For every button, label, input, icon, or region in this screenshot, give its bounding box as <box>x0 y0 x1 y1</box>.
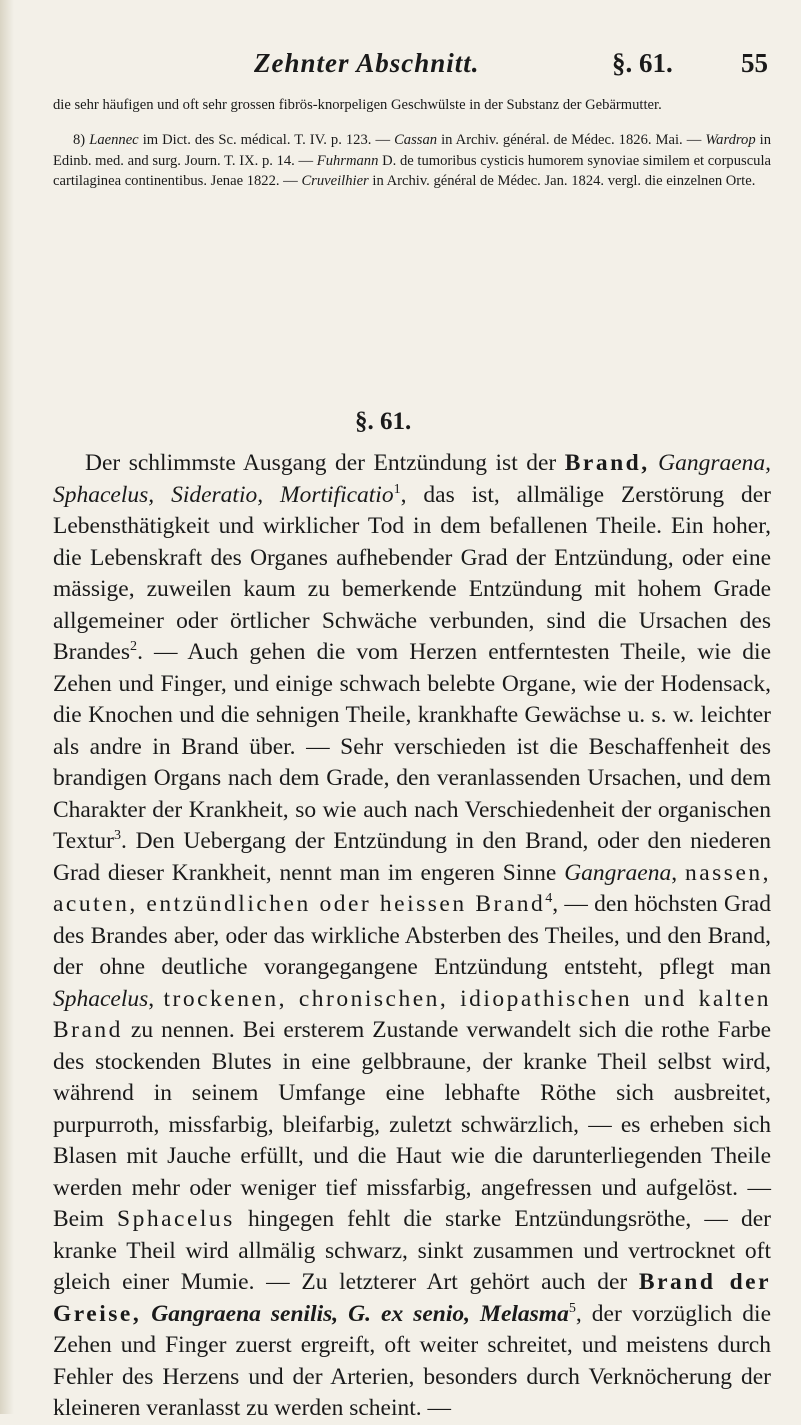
text-run: Der schlimmste Ausgang der Entzündung ist der <box>85 450 557 476</box>
running-header <box>248 48 768 88</box>
citation: in Archiv. général. de Médec. 1826. Mai. — <box>441 132 702 149</box>
author: Cassan <box>394 132 438 149</box>
citation: im Dict. des Sc. médical. T. IV. p. 123. — <box>142 132 391 149</box>
footnote-8 <box>53 130 771 191</box>
text-run: , <box>671 859 678 886</box>
term-brand: Brand, <box>564 450 650 476</box>
text-run: hingegen fehlt die starke Entzündungsröthe, — der kranke Theil wird allmälig schwarz, sinkt zusammen und vertrocknet oft gleich einer Mumie. — Zu letzterer Art gehört auch der <box>53 1206 771 1295</box>
text-run: , der vorzüglich die Zehen und Finger zuerst ergreift, oft weiter schreitet, und meistens durch Fehler des Herzens und der Arterien, besonders durch Verknöcherung der kleineren veranlasst zu werden scheint. — <box>53 1300 771 1421</box>
footnote-ref: 4 <box>545 890 553 907</box>
text-run: . Den Uebergang der Entzündung in den Brand, oder den niederen Grad dieser Krankheit, nennt man im engeren Sinne <box>53 828 771 886</box>
spaced-term: Sphacelus <box>117 1206 235 1232</box>
footnote-ref: 1 <box>393 480 401 497</box>
spaced-term: Brand der Greise, <box>53 1269 772 1327</box>
scan-edge-shadow <box>0 0 14 1414</box>
footnote-ref: 3 <box>114 827 122 844</box>
citation: D. de tumoribus cysticis humorem synoviae similem et corpuscula cartilaginea continentibus. Jenae 1822. — <box>53 152 772 189</box>
footnote-marker: 8) <box>73 132 86 149</box>
spaced-term: trockenen, chronischen, idiopathischen und kalten Brand <box>53 985 771 1043</box>
footnote-ref: 2 <box>130 638 138 655</box>
text-run: . — Auch gehen die vom Herzen entferntesten Theile, wie die Zehen und Finger, und einige schwach belebte Organe, wie der Hodensack, die Knochen und die sehnigen Theile, krankhafte Gewächse u. s. w. leichter als andre in Brand über. — Sehr verschieden ist die Beschaffenheit des brandigen Organs nach dem Grade, den veranlassenden Ursachen, und dem Charakter der Krankheit, so wie auch nach Verschiedenheit der organischen Textur <box>53 639 771 854</box>
footnotes-block <box>53 95 771 191</box>
section-heading: §. 61. <box>355 408 412 435</box>
text-run: , das ist, allmälige Zerstörung der Lebensthätigkeit und wirklicher Tod in dem befallenen Theile. Ein hoher, die Lebenskraft des Organes aufhebender Grad der Entzündung, oder eine mässige, zuweilen kaum zu bemerkende Entzündung mit hohem Grade allgemeiner oder örtlicher Schwäche verbunden, sind die Ursachen des Brandes <box>53 481 771 665</box>
chapter-title: Zehnter Abschnitt. <box>254 48 480 78</box>
term-sphacelus: Sphacelus <box>53 985 149 1012</box>
citation: in Archiv. général de Médec. Jan. 1824. vergl. die einzelnen Orte. <box>372 172 756 189</box>
author: Fuhrmann <box>316 152 379 169</box>
author: Laennec <box>89 132 139 149</box>
text-run: , <box>148 985 155 1012</box>
paragraph <box>53 448 771 1425</box>
header-section: §. 61. <box>612 48 673 78</box>
footnote-continuation: die sehr häufigen und oft sehr grossen fibrös-knorpeligen Geschwülste in der Substanz der Gebärmutter. <box>53 97 662 113</box>
main-text <box>53 448 771 1425</box>
text-run: zu nennen. Bei ersterem Zustande verwandelt sich die rothe Farbe des stockenden Blutes in eine gelbbraune, der kranke Theil selbst wird, während in seinem Umfange eine lebhafte Röthe sich ausbreitet, purpurroth, missfarbig, bleifarbig, zuletzt schwärzlich, — es erheben sich Blasen mit Jauche erfüllt, und die Haut wie die darunterliegenden Theile werden mehr oder weniger tief missfarbig, angefressen und aufgelöst. — Beim <box>53 1017 772 1232</box>
footnote-ref: 5 <box>568 1299 576 1316</box>
citation: in Edinb. med. and surg. Journ. T. IX. p. 14. — <box>53 132 772 169</box>
term-gangraena: Gangraena <box>564 859 672 886</box>
author: Wardrop <box>705 132 756 149</box>
page-number: 55 <box>741 48 768 78</box>
latin-terms: Gangraena, Sphacelus, Sideratio, Mortificatio <box>53 450 772 508</box>
author: Cruveilhier <box>301 172 369 189</box>
text-run: , — den höchsten Grad des Brandes aber, oder das wirkliche Absterben des Theiles, und den Brand, der ohne deutliche vorangegangene Entzündung entsteht, pflegt man <box>53 891 771 980</box>
spaced-term: nassen, acuten, entzündlichen oder heissen Brand <box>53 859 771 917</box>
latin-terms: Gangraena senilis, G. ex senio, Melasma <box>151 1300 569 1327</box>
